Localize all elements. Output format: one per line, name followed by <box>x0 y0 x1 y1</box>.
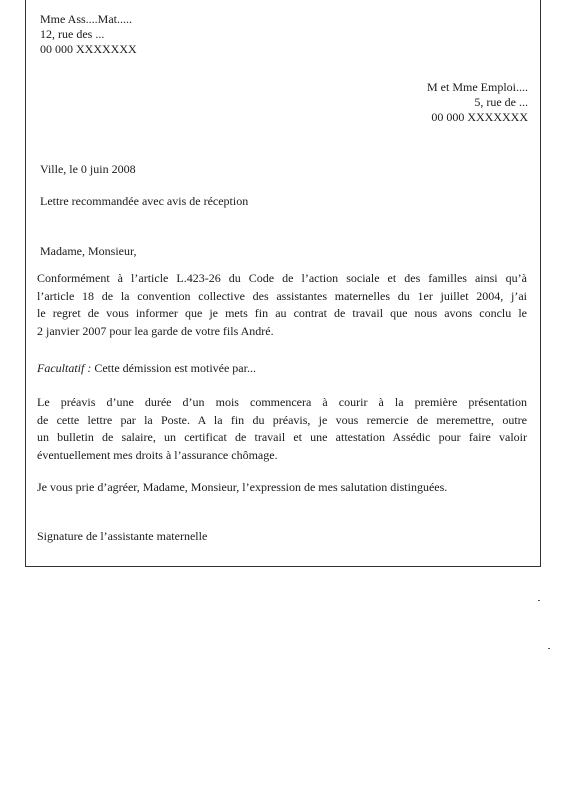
recipient-address <box>427 80 528 125</box>
optional-label: Facultatif : <box>37 361 92 375</box>
signature-line: Signature de l’assistante maternelle <box>37 529 208 543</box>
subject-line: Lettre recommandée avec avis de réception <box>40 194 249 208</box>
closing-formula: Je vous prie d’agréer, Madame, Monsieur, l’expression de mes salutation distinguées. <box>37 480 448 494</box>
paragraph-line: 2 janvier 2007 pour lea garde de votre fils André. <box>37 323 274 338</box>
paragraph-line: l’article 18 de la convention collective des assistantes maternelles du 1er juillet 2004, j’ai <box>37 288 527 303</box>
sender-address <box>40 12 137 57</box>
paragraph-optional-reason <box>37 360 527 378</box>
paragraph-line: le regret de vous informer que je mets fin au contrat de travail que nous avons conclu le <box>37 306 527 320</box>
paragraph-line <box>37 360 527 378</box>
paragraph-line: Le préavis d’une durée d’un mois commencera à courir à la première présentation <box>37 395 527 409</box>
sender-city: 00 000 XXXXXXX <box>40 42 137 56</box>
salutation: Madame, Monsieur, <box>40 244 137 258</box>
paragraph-line: un bulletin de salaire, un certificat de travail et une attestation Assédic pour faire valoir <box>37 430 527 444</box>
paragraph-line: Conformément à l’article L.423-26 du Code de l’action sociale et des familles ainsi qu’à <box>37 271 527 285</box>
optional-text: Cette démission est motivée par... <box>91 361 256 375</box>
recipient-city: 00 000 XXXXXXX <box>431 110 528 124</box>
recipient-name: M et Mme Emploi.... <box>427 80 528 94</box>
date-line: Ville, le 0 juin 2008 <box>40 162 136 176</box>
paragraph-termination <box>37 270 527 340</box>
sender-name: Mme Ass....Mat..... <box>40 12 133 26</box>
paragraph-line: de cette lettre par la Poste. A la fin du préavis, je vous remercie de meremettre, outre <box>37 412 527 427</box>
recipient-street: 5, rue de ... <box>474 95 528 109</box>
sender-street: 12, rue des ... <box>40 27 105 41</box>
scan-speck <box>538 600 540 601</box>
paragraph-notice <box>37 394 527 464</box>
scan-speck <box>548 648 550 649</box>
paragraph-line: éventuellement mes droits à l’assurance chômage. <box>37 447 278 462</box>
